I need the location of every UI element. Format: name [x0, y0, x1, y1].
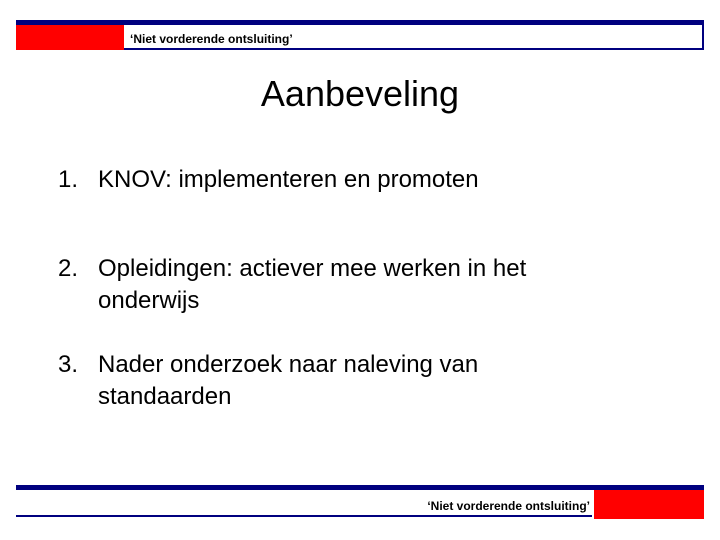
list-item-number: 1. [58, 166, 79, 193]
list-item-3 [58, 349, 658, 413]
footer-red-block [594, 490, 704, 519]
list-item-text-line: standaarden [98, 383, 232, 410]
list-item-number: 3. [58, 351, 79, 378]
footer-bar [16, 485, 704, 519]
header-label: ‘Niet vorderende ontsluiting’ [130, 32, 293, 46]
slide-title: Aanbeveling [260, 73, 460, 114]
list-item-text-line: Opleidingen: actiever mee werken in het [98, 255, 527, 282]
list-item-number: 2. [58, 255, 79, 282]
header-bar [16, 20, 704, 50]
footer-label: ‘Niet vorderende ontsluiting’ [427, 499, 590, 513]
list-item-text-line: KNOV: implementeren en promoten [98, 166, 479, 193]
list-item-1 [58, 164, 658, 196]
header-red-block [16, 25, 124, 50]
list-item-text-line: onderwijs [98, 287, 200, 314]
list-item-2 [58, 253, 658, 317]
list-item-text-line: Nader onderzoek naar naleving van [98, 351, 479, 378]
